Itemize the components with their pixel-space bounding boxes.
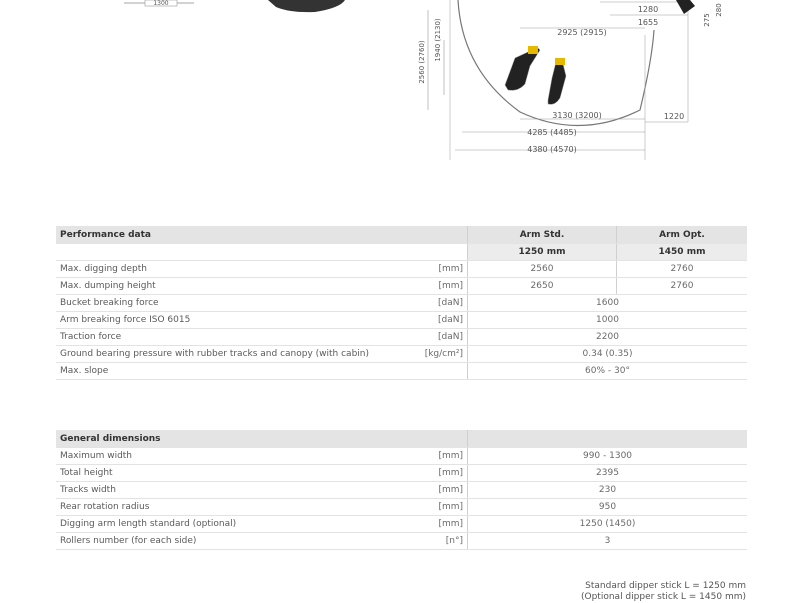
digging-range-diagram: [0, 0, 800, 170]
row-unit: [daN]: [401, 312, 468, 329]
track-silhouette: [268, 0, 345, 12]
dim-2560: 2560 (2760): [418, 40, 426, 84]
row-unit: [mm]: [401, 516, 468, 533]
table-row: [56, 448, 747, 465]
footer-line-standard: Standard dipper stick L = 1250 mm: [585, 581, 746, 591]
row-value: 3: [468, 533, 748, 550]
row-label: Maximum width: [56, 448, 401, 465]
row-unit: [daN]: [401, 295, 468, 312]
row-unit: [n°]: [401, 533, 468, 550]
row-unit: [mm]: [401, 448, 468, 465]
dim-4380: 4380 (4570): [527, 145, 577, 154]
performance-header-row: [56, 226, 747, 244]
dim-3130: 3130 (3200): [552, 111, 602, 120]
performance-table: [56, 226, 747, 380]
row-label: Tracks width: [56, 482, 401, 499]
row-value-opt: 2760: [617, 278, 748, 295]
table-row: [56, 363, 747, 380]
dim-1655: 1655: [637, 18, 659, 27]
row-unit: [mm]: [401, 465, 468, 482]
row-label: Rear rotation radius: [56, 499, 401, 516]
dimensions-header-unit: [401, 430, 468, 448]
row-unit: [mm]: [401, 499, 468, 516]
table-row: [56, 516, 747, 533]
dim-1300: 1300: [153, 0, 169, 7]
subheader-empty: [56, 244, 401, 261]
row-unit: [401, 363, 468, 380]
dimensions-table: [56, 430, 747, 550]
row-label: Traction force: [56, 329, 401, 346]
table-row: [56, 346, 747, 363]
row-label: Total height: [56, 465, 401, 482]
row-value: 1000: [468, 312, 748, 329]
row-value: 2200: [468, 329, 748, 346]
dim-275: 275: [703, 13, 711, 27]
performance-subheader-row: [56, 244, 747, 261]
row-value: 1250 (1450): [468, 516, 748, 533]
dim-280: 280: [715, 3, 723, 17]
dimensions-header-row: [56, 430, 747, 448]
row-value: 230: [468, 482, 748, 499]
performance-header-unit: [401, 226, 468, 244]
dim-1940: 1940 (2130): [434, 18, 442, 62]
arm-tip-top-right: [676, 0, 695, 14]
row-value-std: 2560: [468, 261, 617, 278]
row-value-std: 2650: [468, 278, 617, 295]
col-arm-std: Arm Std.: [468, 226, 617, 244]
table-row: [56, 482, 747, 499]
table-row: [56, 533, 747, 550]
dim-1280: 1280: [637, 5, 659, 14]
row-value: 0.34 (0.35): [468, 346, 748, 363]
bucket-pin-left: [528, 46, 538, 54]
row-label: Digging arm length standard (optional): [56, 516, 401, 533]
dimensions-title: General dimensions: [56, 430, 401, 448]
row-value: 60% - 30°: [468, 363, 748, 380]
row-value: 1600: [468, 295, 748, 312]
bucket-arm-right: [548, 60, 566, 104]
table-row: [56, 465, 747, 482]
dim-2925: 2925 (2915): [557, 28, 607, 37]
row-label: Max. digging depth: [56, 261, 401, 278]
row-unit: [mm]: [401, 278, 468, 295]
dim-1220: 1220: [663, 112, 685, 121]
row-label: Ground bearing pressure with rubber tracks and canopy (with cabin): [56, 346, 401, 363]
performance-title: Performance data: [56, 226, 401, 244]
footer-line-optional: (Optional dipper stick L = 1450 mm): [581, 592, 746, 602]
row-unit: [mm]: [401, 261, 468, 278]
row-value-opt: 2760: [617, 261, 748, 278]
col-1450mm: 1450 mm: [617, 244, 748, 261]
table-row: [56, 329, 747, 346]
row-unit: [mm]: [401, 482, 468, 499]
row-value: 990 - 1300: [468, 448, 748, 465]
table-row: [56, 261, 747, 278]
row-value: 950: [468, 499, 748, 516]
row-label: Max. slope: [56, 363, 401, 380]
row-label: Bucket breaking force: [56, 295, 401, 312]
row-label: Arm breaking force ISO 6015: [56, 312, 401, 329]
row-label: Rollers number (for each side): [56, 533, 401, 550]
table-row: [56, 295, 747, 312]
row-unit: [daN]: [401, 329, 468, 346]
col-1250mm: 1250 mm: [468, 244, 617, 261]
dim-4285: 4285 (4485): [527, 128, 577, 137]
col-arm-opt: Arm Opt.: [617, 226, 748, 244]
dimensions-header-value: [468, 430, 748, 448]
row-unit: [kg/cm²]: [401, 346, 468, 363]
bucket-pin-right: [555, 58, 565, 65]
subheader-empty-unit: [401, 244, 468, 261]
table-row: [56, 312, 747, 329]
table-row: [56, 499, 747, 516]
table-row: [56, 278, 747, 295]
row-value: 2395: [468, 465, 748, 482]
row-label: Max. dumping height: [56, 278, 401, 295]
